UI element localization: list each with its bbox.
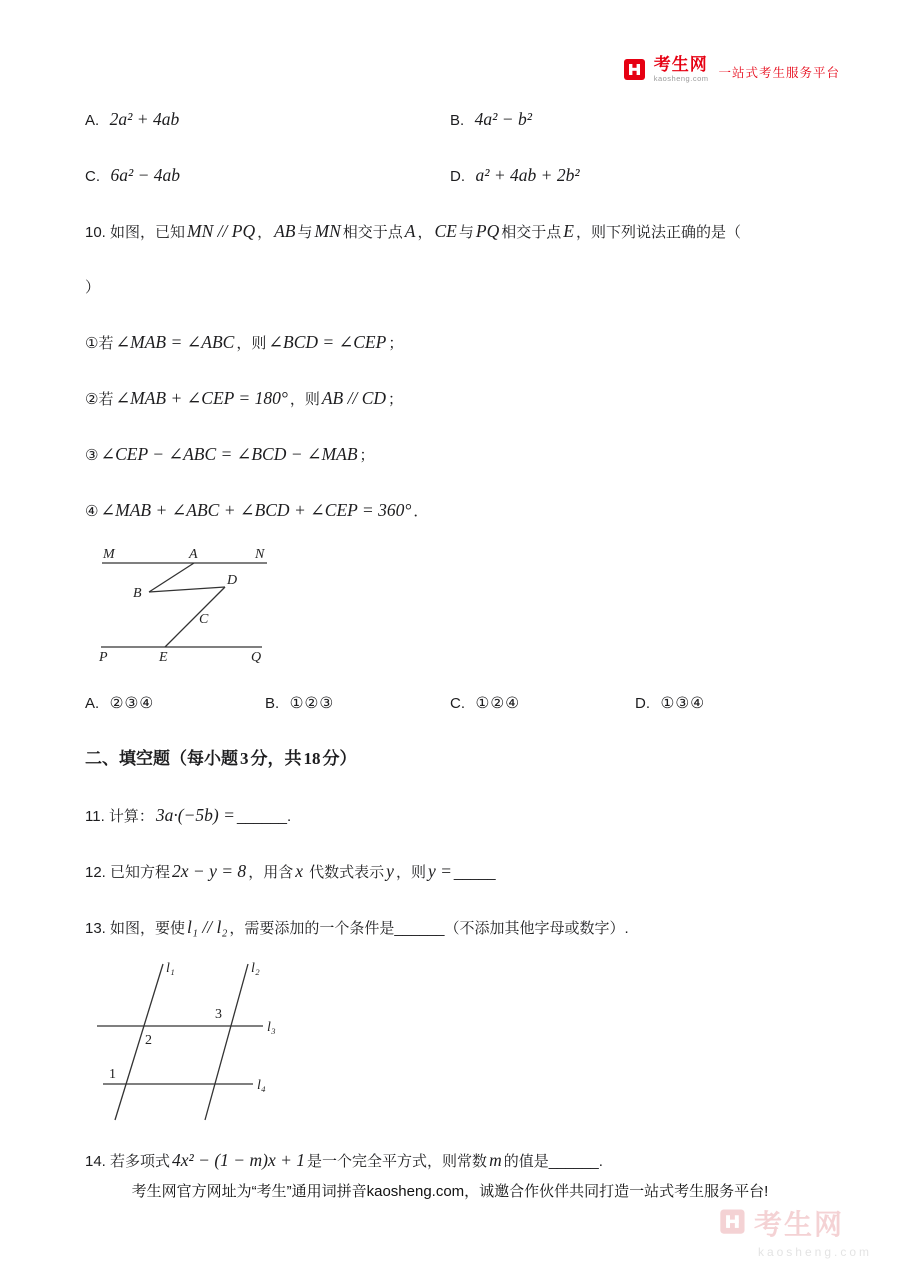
option-value: 4a² − b²: [474, 109, 532, 129]
text-segment: ；: [359, 447, 375, 464]
text-segment: 分）: [322, 749, 357, 768]
text-segment: 4x² − (1 − m)x + 1: [172, 1150, 306, 1170]
option-label: D.: [635, 695, 650, 712]
watermark-row: [718, 1203, 844, 1243]
option-value: a² + 4ab + 2b²: [475, 165, 580, 185]
option-value: ①②③: [289, 695, 335, 712]
text-segment: CE: [434, 221, 457, 241]
option-value: 6a² − 4ab: [110, 165, 181, 185]
question-11: [85, 802, 830, 830]
figure1-label-B: B: [133, 586, 142, 601]
watermark-domain: kaosheng.com: [757, 1245, 872, 1259]
text-segment: ∠MAB = ∠ABC: [115, 332, 235, 352]
text-segment: E: [563, 221, 574, 241]
option-label: C.: [450, 695, 465, 712]
text-segment: ，则: [236, 335, 267, 352]
kaosheng-watermark: [718, 1203, 872, 1259]
text-segment: 2x − y = 8: [172, 861, 247, 881]
text-segment: ∠CEP − ∠ABC = ∠BCD − ∠MAB: [100, 444, 358, 464]
text-segment: PQ: [475, 221, 500, 241]
text-segment: 3: [240, 749, 249, 768]
text-segment: y =: [427, 861, 452, 881]
q9-option-b: [450, 106, 532, 134]
option-label: A.: [85, 695, 100, 712]
text-segment: ；: [388, 335, 404, 352]
watermark-brand: 考生网: [753, 1209, 844, 1240]
site-header: [622, 56, 840, 83]
text-segment: 11. 计算：: [85, 808, 154, 825]
figure1-label-A: A: [189, 547, 198, 562]
q10-geometry-figure: [97, 547, 830, 670]
text-segment: 与: [297, 224, 313, 241]
figure2-angle-2: 2: [145, 1033, 152, 1048]
text-segment: 是一个完全平方式，则常数: [307, 1153, 488, 1170]
text-segment: 二、填空题（每小题: [85, 749, 238, 768]
text-segment: 18: [303, 749, 321, 768]
option-label: B.: [450, 112, 465, 129]
figure1-label-P: P: [99, 650, 108, 665]
text-segment: 相交于点: [342, 224, 403, 241]
text-segment: ，: [417, 224, 433, 241]
figure2-label-l3: l₃: [267, 1020, 276, 1035]
option-value: 2a² + 4ab: [109, 109, 180, 129]
kaosheng-logo-icon: [622, 56, 648, 82]
text-segment: ②若: [85, 391, 114, 408]
question-14: [85, 1147, 830, 1175]
q9-options-row-2: [85, 162, 830, 190]
text-segment: ______.: [236, 808, 292, 825]
question-10-stem-close: ）: [85, 279, 101, 296]
q10-option-b: [265, 690, 450, 717]
option-label: C.: [85, 168, 100, 185]
text-segment: AB // CD: [321, 388, 387, 408]
figure1-label-M: M: [103, 547, 115, 562]
text-segment: ，需要添加的一个条件是______: [229, 920, 445, 937]
q10-statement-1: [85, 329, 830, 357]
option-value: ①②④: [475, 695, 521, 712]
brand-name: 考生网: [653, 55, 708, 74]
q9-option-c: [85, 162, 450, 190]
text-segment: ，则: [395, 864, 426, 881]
option-value: ①③④: [660, 695, 706, 712]
text-segment: 代数式表示: [304, 864, 385, 881]
text-segment: ，则下列说法正确的是（: [575, 224, 741, 241]
text-segment: l₁ // l₂: [187, 917, 228, 937]
q13-parallel-lines-figure: [95, 960, 830, 1135]
figure2-label-l2: l₂: [251, 961, 260, 976]
text-segment: ，: [257, 224, 273, 241]
text-segment: y: [386, 861, 394, 881]
text-segment: ，则: [289, 391, 320, 408]
text-segment: 3a·(−5b) =: [155, 805, 235, 825]
question-13: [85, 914, 830, 942]
text-segment: ①若: [85, 335, 114, 352]
q9-option-a: [85, 106, 450, 134]
text-segment: ∠MAB + ∠ABC + ∠BCD + ∠CEP = 360°: [100, 500, 412, 520]
figure1-label-E: E: [159, 650, 168, 665]
footer-slogan: 考生网官方网址为“考生”通用词拼音kaosheng.com，诚邀合作伙伴共同打造一站式考生服务平台!: [131, 1183, 769, 1200]
option-label: B.: [265, 695, 280, 712]
text-segment: 12. 已知方程: [85, 864, 171, 881]
q9-options-row-1: [85, 106, 830, 134]
q10-option-a: [85, 690, 265, 717]
figure1-label-N: N: [255, 547, 265, 562]
q9-option-d: [450, 162, 580, 190]
question-12: [85, 858, 830, 886]
text-segment: A: [404, 221, 416, 241]
text-segment: m: [489, 1150, 502, 1170]
text-segment: 与: [458, 224, 474, 241]
text-segment: 分，共: [250, 749, 302, 768]
figure2-angle-3: 3: [215, 1007, 222, 1022]
text-segment: x: [295, 861, 303, 881]
text-segment: ∠MAB + ∠CEP = 180°: [115, 388, 288, 408]
text-segment: 相交于点: [501, 224, 562, 241]
text-segment: （不添加其他字母或数字）.: [444, 920, 629, 937]
q10-statement-4: [85, 497, 830, 525]
figure1-label-C: C: [199, 612, 209, 627]
q10-option-d: [635, 690, 820, 717]
text-segment: ④: [85, 503, 99, 520]
figure2-label-l1: l₁: [166, 961, 175, 976]
figure1-label-D: D: [227, 573, 238, 588]
option-value: ②③④: [109, 695, 155, 712]
text-segment: 的值是______.: [503, 1153, 603, 1170]
text-segment: ∠BCD = ∠CEP: [268, 332, 387, 352]
text-segment: AB: [274, 221, 296, 241]
brand-domain: kaosheng.com: [653, 74, 709, 83]
text-segment: 13. 如图，要使: [85, 920, 186, 937]
kaosheng-watermark-icon: [718, 1206, 748, 1241]
text-segment: MN: [314, 221, 341, 241]
section-2-title: [85, 745, 830, 774]
text-segment: ．: [413, 503, 429, 520]
text-segment: ③: [85, 447, 99, 464]
question-10-stem: [85, 218, 830, 246]
figure2-angle-1: 1: [109, 1067, 116, 1082]
text-segment: ，用含: [248, 864, 294, 881]
brand-tagline: 一站式考生服务平台: [718, 65, 840, 80]
q10-statement-3: [85, 441, 830, 469]
q10-statement-2: [85, 385, 830, 413]
option-label: A.: [85, 112, 100, 129]
text-segment: 14. 若多项式: [85, 1153, 171, 1170]
figure1-label-Q: Q: [251, 650, 262, 665]
figure2-label-l4: l₄: [257, 1078, 266, 1093]
text-segment: ；: [388, 391, 404, 408]
text-segment: _____: [453, 864, 496, 881]
q10-answer-options: [85, 690, 830, 717]
q10-option-c: [450, 690, 635, 717]
text-segment: MN // PQ: [187, 221, 256, 241]
option-label: D.: [450, 168, 465, 185]
text-segment: 10. 如图，已知: [85, 224, 186, 241]
